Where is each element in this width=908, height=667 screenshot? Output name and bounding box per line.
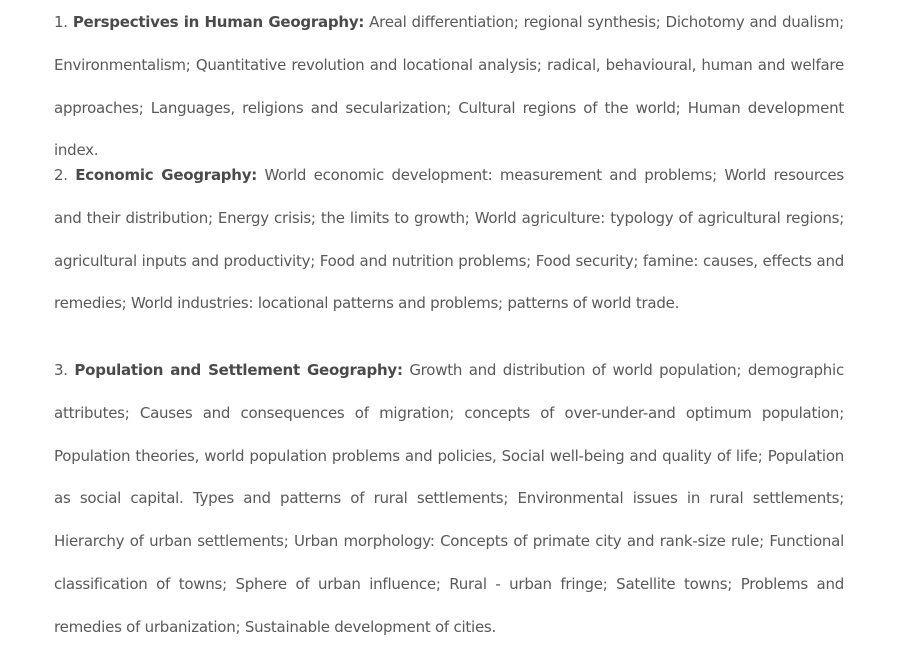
section-economic-geography	[54, 154, 844, 325]
section-heading: Perspectives in Human Geography:	[72, 13, 365, 31]
section-perspectives-human-geography	[54, 1, 844, 172]
section-number: 1.	[54, 13, 68, 31]
section-body: Growth and distribution of world population; demographic attributes; Causes and consequences of migration; concepts of over-under-and optimum population; Population theories, world population problems and policies, Social well-being and quality of life; Population as social capital. Types and patterns of rural settlements; Environmental issues in rural settlements; Hierarchy of urban settlements; Urban morphology: Concepts of primate city and rank-size rule; Functional classification of towns; Sphere of urban influence; Rural - urban fringe; Satellite towns; Problems and remedies of urbanization; Sustainable development of cities.	[54, 361, 844, 636]
section-number: 2.	[54, 166, 68, 184]
section-heading: Population and Settlement Geography:	[74, 361, 403, 379]
section-body: Areal differentiation; regional synthesis; Dichotomy and dualism; Environmentalism; Quantitative revolution and locational analysis; radical, behavioural, human and welfare approaches; Languages, religions and secularization; Cultural regions of the world; Human development index.	[54, 13, 844, 160]
section-body: World economic development: measurement and problems; World resources and their distribution; Energy crisis; the limits to growth; World agriculture: typology of agricultural regions; agricultural inputs and productivity; Food and nutrition problems; Food security; famine: causes, effects and remedies; World industries: locational patterns and problems; patterns of world trade.	[54, 166, 844, 313]
section-heading: Economic Geography:	[75, 166, 258, 184]
section-population-settlement-geography	[54, 349, 844, 649]
section-number: 3.	[54, 361, 68, 379]
